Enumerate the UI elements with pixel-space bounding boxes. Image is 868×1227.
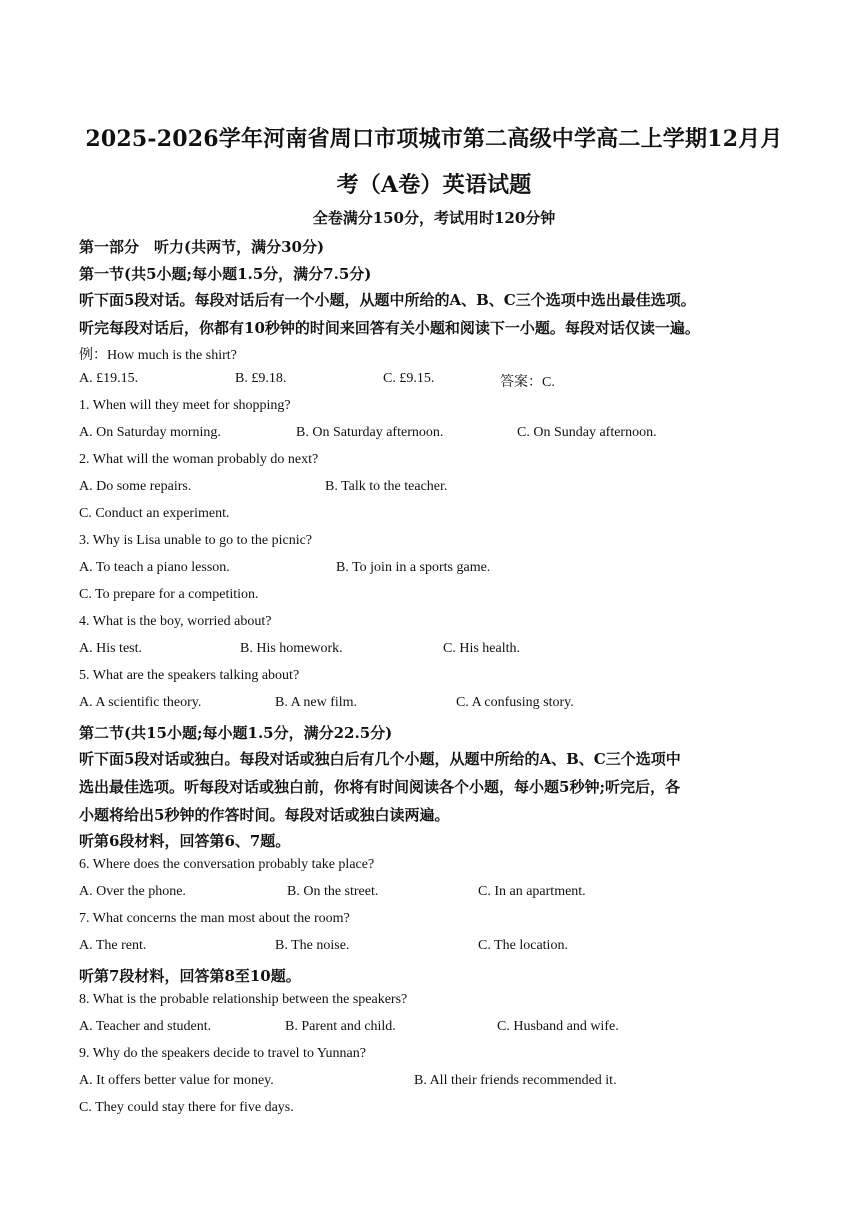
section1-heading: 第一节(共5小题;每小题1.5分，满分7.5分) [79,265,372,283]
q3-option-a: A. To teach a piano lesson. [79,560,230,575]
q8-option-b: B. Parent and child. [285,1019,396,1034]
part1-heading: 第一部分 听力(共两节，满分30分) [79,238,325,256]
question-2: 2. What will the woman probably do next? [79,452,319,467]
question-9: 9. Why do the speakers decide to travel to Yunnan? [79,1046,366,1061]
score-info: 全卷满分150分，考试用时120分钟 [312,209,556,227]
q3-option-c: C. To prepare for a competition. [79,587,259,602]
q5-option-b: B. A new film. [275,695,358,710]
q3-option-b: B. To join in a sports game. [336,560,491,575]
section1-instructions [79,286,795,342]
example-answer: 答案：C. [500,375,555,390]
section2-heading: 第二节(共15小题;每小题1.5分，满分22.5分) [79,724,393,742]
question-3: 3. Why is Lisa unable to go to the picnic? [79,533,313,548]
q4-option-a: A. His test. [79,641,142,656]
q9-option-b: B. All their friends recommended it. [414,1073,617,1088]
section1-instructions-line: 听完每段对话后，你都有10秒钟的时间来回答有关小题和阅读下一小题。每段对话仅读一遍。 [79,319,700,337]
q9-option-c: C. They could stay there for five days. [79,1100,294,1115]
q6-option-c: C. In an apartment. [478,884,586,899]
q5-option-a: A. A scientific theory. [79,695,202,710]
question-4: 4. What is the boy, worried about? [79,614,272,629]
exam-title-line1: 2025-2026学年河南省周口市项城市第二高级中学高二上学期12月月 [85,126,783,152]
q8-option-a: A. Teacher and student. [79,1019,212,1034]
section2-instructions-line: 听下面5段对话或独白。每段对话或独白后有几个小题，从题中所给的A、B、C三个选项中 [79,750,681,768]
example-question: 例：How much is the shirt? [79,348,237,363]
q4-option-c: C. His health. [443,641,520,656]
exam-title-line2: 考（A卷）英语试题 [336,172,532,198]
q1-option-c: C. On Sunday afternoon. [517,425,657,440]
section2-instructions-line: 选出最佳选项。听每段对话或独白前，你将有时间阅读各个小题，每小题5秒钟;听完后，各 [79,778,680,796]
example-option-c: C. £9.15. [383,371,435,386]
group6-heading: 听第6段材料，回答第6、7题。 [79,832,291,850]
example-option-a: A. £19.15. [79,371,139,386]
q7-option-c: C. The location. [478,938,568,953]
q6-option-a: A. Over the phone. [79,884,186,899]
question-5: 5. What are the speakers talking about? [79,668,300,683]
q1-option-b: B. On Saturday afternoon. [296,425,444,440]
q8-option-c: C. Husband and wife. [497,1019,619,1034]
q7-option-a: A. The rent. [79,938,147,953]
q2-option-b: B. Talk to the teacher. [325,479,448,494]
question-1: 1. When will they meet for shopping? [79,398,291,413]
question-7: 7. What concerns the man most about the room? [79,911,350,926]
q4-option-b: B. His homework. [240,641,343,656]
question-6: 6. Where does the conversation probably take place? [79,857,375,872]
q6-option-b: B. On the street. [287,884,379,899]
q9-option-a: A. It offers better value for money. [79,1073,274,1088]
section2-instructions-line: 小题将给出5秒钟的作答时间。每段对话或独白读两遍。 [79,806,450,824]
group7-heading: 听第7段材料，回答第8至10题。 [79,967,301,985]
example-option-b: B. £9.18. [235,371,287,386]
section1-instructions-line: 听下面5段对话。每段对话后有一个小题，从题中所给的A、B、C三个选项中选出最佳选项。 [79,291,696,309]
q2-option-c: C. Conduct an experiment. [79,506,230,521]
question-8: 8. What is the probable relationship between the speakers? [79,992,408,1007]
q1-option-a: A. On Saturday morning. [79,425,221,440]
q7-option-b: B. The noise. [275,938,350,953]
section2-instructions [79,745,795,829]
q5-option-c: C. A confusing story. [456,695,574,710]
q2-option-a: A. Do some repairs. [79,479,192,494]
